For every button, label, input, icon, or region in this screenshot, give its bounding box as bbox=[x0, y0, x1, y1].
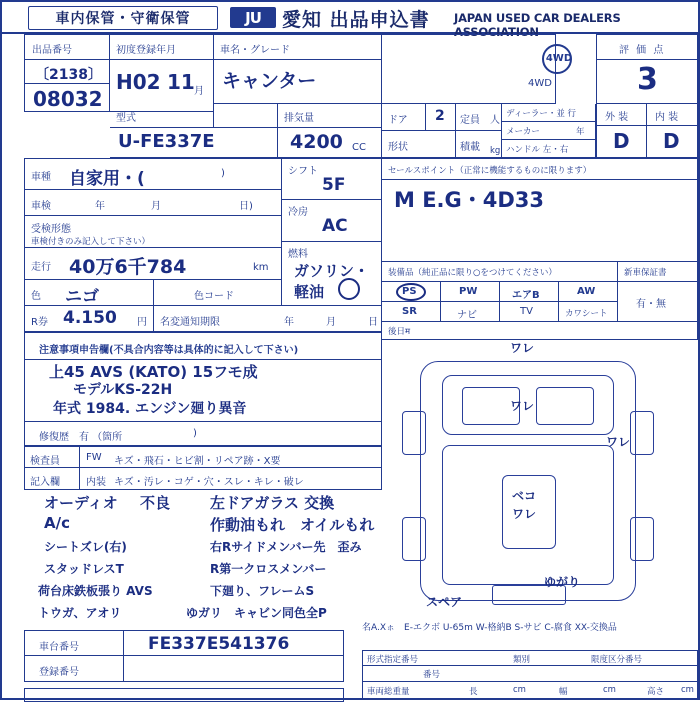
seat-label-cell: 定員 人 bbox=[456, 104, 502, 131]
checklist-item-1: A/c bbox=[44, 514, 70, 532]
regno-label-cell: 登録番号 bbox=[24, 656, 124, 682]
diagram-label-4: ワレ bbox=[512, 507, 537, 521]
checklist-item-2: シートズレ(右) bbox=[44, 540, 127, 554]
checklist-right-4: 下廻り、フレームS bbox=[210, 584, 315, 598]
warranty-value-cell[interactable]: 有・無 bbox=[618, 282, 698, 322]
diagram-label-5: ゆがり bbox=[544, 575, 581, 589]
fw-row-cell: FW キズ・飛石・ヒビ割・リペア跡・X要 bbox=[80, 446, 382, 468]
cabin-right-panel bbox=[536, 387, 594, 425]
disp-value-cell: 4200 CC bbox=[278, 128, 382, 158]
repair-history-cell: 修復歴 有 （箇所 ) bbox=[24, 422, 382, 446]
type-pad-cell bbox=[214, 104, 278, 128]
reg-date-label-cell: 初度登録年月 bbox=[110, 34, 214, 60]
dims-cell: 車両総重量 長 cm 幅 cm 高さ cm bbox=[362, 682, 698, 700]
fuel-pad-cell bbox=[282, 306, 382, 332]
blank-band-cell bbox=[382, 34, 556, 104]
checklist-item-4: 荷台床鉄板張り AVS bbox=[38, 584, 153, 598]
color-cell: 色 ニゴ bbox=[24, 280, 154, 306]
eval-label-cell: 評 価 点 bbox=[596, 34, 698, 60]
equip-aw-cell[interactable]: AW bbox=[559, 282, 618, 302]
sales-point-value-cell: M E.G・4D33 bbox=[382, 180, 698, 262]
checklist-mark-0: 不良 bbox=[140, 494, 171, 512]
door-label-cell: ドア bbox=[382, 104, 426, 131]
diagram-label-1: ワレ bbox=[510, 399, 535, 413]
chassis-label-cell: 車台番号 bbox=[24, 630, 124, 656]
fuel-cell: 燃料 ガソリン・軽油 bbox=[282, 242, 382, 306]
equip-navi-cell[interactable]: ナビ bbox=[441, 302, 500, 322]
sheet-title: 愛知 出品申込書 bbox=[282, 9, 430, 31]
later-cell: 後日म bbox=[382, 322, 698, 340]
wheel-rear-right bbox=[630, 517, 654, 561]
footer-note: 名A.Xㇹ E-エクボ U-65m W-格納B S-サビ C-腐食 XX-交換品 bbox=[362, 623, 617, 633]
exterior-value-cell: D bbox=[596, 126, 647, 158]
diagram-label-6: スペア bbox=[426, 595, 463, 609]
interior-value-cell: D bbox=[647, 126, 698, 158]
spec-number-cell: 番号 bbox=[362, 666, 698, 682]
model-grade-label-cell: 車名・グレード bbox=[214, 34, 382, 60]
checklist-right-2: 右Rサイドメンバー先 歪み bbox=[210, 540, 362, 554]
ju-logo: JU bbox=[230, 7, 276, 28]
sheet-header bbox=[2, 2, 698, 39]
maker-year-cell: メーカー 年 bbox=[502, 122, 596, 140]
dealer-label-cell: ディーラー・並 行 bbox=[502, 104, 596, 122]
checklist-item-3: スタッドレスT bbox=[44, 562, 124, 576]
fuel-circle-mark bbox=[338, 278, 360, 300]
sheet-subtitle: JAPAN USED CAR DEALERS ASSOCIATION bbox=[454, 11, 621, 39]
interior-label-cell: 内 装 bbox=[647, 104, 698, 126]
storage-label: 車内保管・守衛保管 bbox=[28, 6, 218, 30]
interior-row-cell: 内装 キズ・汚レ・コゲ・穴・スレ・キレ・破レ bbox=[80, 468, 382, 490]
exhibit-no-bracket-cell: 〔2138〕 bbox=[24, 60, 110, 84]
checklist-right-5: ゆガリ キャビン同色全P bbox=[186, 606, 327, 620]
checklist-right-3: R第一クロスメンバー bbox=[210, 562, 327, 576]
type-value-cell: U-FE337E bbox=[110, 128, 278, 158]
equip-leather-cell[interactable]: カワシート bbox=[559, 302, 618, 322]
equip-pw-cell[interactable]: PW bbox=[441, 282, 500, 302]
inspection-row: 車検 年 月 日) bbox=[24, 190, 282, 216]
ps-circled-mark bbox=[396, 283, 426, 301]
checklist-right-0: 左ドアガラス 交換 bbox=[210, 494, 335, 512]
exhibit-no-label-cell: 出品番号 bbox=[24, 34, 110, 60]
notes-body-cell: 上45 AVS (KATO) 15フモ成 モデルKS-22H 年式 1984. エンジン廻り異音 bbox=[24, 360, 382, 422]
sales-point-label-cell: セールスポイント（正常に機能するものに限ります） bbox=[382, 158, 698, 180]
equip-airbag-cell[interactable]: エアB bbox=[500, 282, 559, 302]
handle-cell: ハンドル 左・右 bbox=[502, 140, 596, 158]
equip-tv-cell[interactable]: TV bbox=[500, 302, 559, 322]
vehicle-damage-diagram bbox=[384, 335, 698, 620]
exterior-label-cell: 外 装 bbox=[596, 104, 647, 126]
regno-value-cell bbox=[124, 656, 344, 682]
name-change-cell: 名変通知期限 年 月 日 bbox=[154, 306, 382, 332]
ac-cell: 冷房 AC bbox=[282, 200, 382, 242]
notes-title-cell: 注意事項申告欄(不具合内容等は具体的に記入して下さい) bbox=[24, 332, 382, 360]
shift-cell: シフト 5F bbox=[282, 158, 382, 200]
checklist-right-1: 作動油もれ オイルもれ bbox=[210, 516, 375, 534]
warranty-label-cell: 新車保証書 bbox=[618, 262, 698, 282]
load-label-cell: 積載 kg bbox=[456, 131, 502, 158]
diagram-label-2: ワレ bbox=[606, 435, 631, 449]
checklist-item-0: オーディオ bbox=[44, 494, 118, 512]
diagram-label-0: ワレ bbox=[510, 341, 535, 355]
chassis-value-cell: FE337E541376 bbox=[124, 630, 344, 656]
inspector-label-cell: 検査員 bbox=[24, 446, 80, 468]
equip-sr-cell[interactable]: SR bbox=[382, 302, 441, 322]
4wd-circle-icon: 4WD bbox=[542, 44, 572, 74]
diagram-label-3: ベコ bbox=[512, 489, 537, 503]
use-row: 車種 自家用・( ) bbox=[24, 158, 282, 190]
equip-label-cell: 装備品（純正品に限り○をつけてください） bbox=[382, 262, 618, 282]
ticket-cell: R券 4.150 円 bbox=[24, 306, 154, 332]
shape-cell: 形状 bbox=[382, 131, 456, 158]
color-code-cell: 色コード bbox=[154, 280, 282, 306]
equip-ps-cell[interactable]: PS bbox=[382, 282, 441, 302]
wheel-front-right bbox=[630, 411, 654, 455]
exhibit-no-cell: 08032 bbox=[24, 84, 110, 112]
disp-label-cell: 排気量 bbox=[278, 104, 382, 128]
door-value-cell: 2 bbox=[426, 104, 456, 131]
eval-value-cell: 3 bbox=[596, 60, 698, 104]
wheel-rear-left bbox=[402, 517, 426, 561]
entry-label-cell: 記入欄 bbox=[24, 468, 80, 490]
spec-label-cell: 形式指定番号 類別 限度区分番号 bbox=[362, 650, 698, 666]
reg-date-value-cell: H02 11 月 bbox=[110, 60, 214, 112]
accept-row: 受検形態 車検付きのみ記入して下さい） bbox=[24, 216, 282, 248]
mileage-row: 走行 40万6千784 km bbox=[24, 248, 282, 280]
4wd-label: 4WD bbox=[528, 78, 552, 89]
type-label-cell: 型式 bbox=[110, 104, 214, 128]
handwritten-checklist bbox=[24, 490, 382, 630]
checklist-item-5: トウガ、アオリ bbox=[38, 606, 122, 620]
model-grade-value-cell: キャンター bbox=[214, 60, 382, 104]
wheel-front-left bbox=[402, 411, 426, 455]
